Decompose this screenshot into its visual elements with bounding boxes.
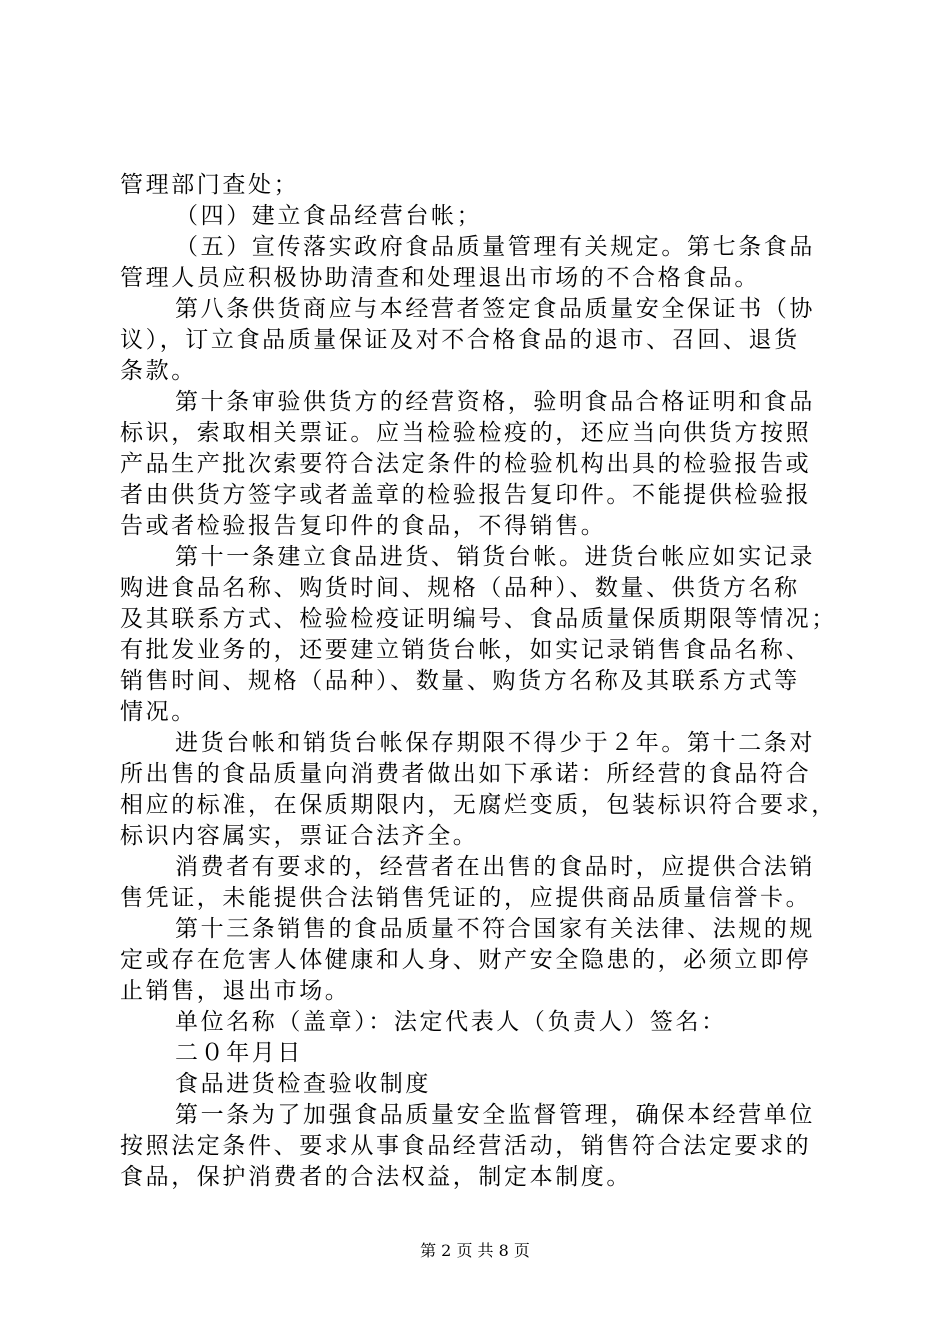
text-line: 第十条审验供货方的经营资格，验明食品合格证明和食品 [175, 389, 815, 415]
text-line: 进货台帐和销货台帐保存期限不得少于２年。第十二条对 [175, 730, 815, 756]
text-line: 及其联系方式、检验检疫证明编号、食品质量保质期限等情况； [120, 606, 837, 632]
text-line: 第一条为了加强食品质量安全监督管理，确保本经营单位 [175, 1102, 815, 1128]
text-line: 管理人员应积极协助清查和处理退出市场的不合格食品。 [120, 265, 760, 291]
text-line: 有批发业务的，还要建立销货台帐，如实记录销售食品名称、 [120, 637, 812, 663]
text-line: 按照法定条件、要求从事食品经营活动，销售符合法定要求的 [120, 1133, 812, 1159]
page-number-footer: 第 2 页 共 8 页 [420, 1241, 530, 1260]
text-line: 第八条供货商应与本经营者签定食品质量安全保证书（协 [175, 296, 815, 322]
text-line: 产品生产批次索要符合法定条件的检验机构出具的检验报告或 [120, 451, 812, 477]
text-line: 管理部门查处； [120, 172, 300, 198]
text-line: 定或存在危害人体健康和人身、财产安全隐患的，必须立即停 [120, 947, 812, 973]
text-line: 告或者检验报告复印件的食品，不得销售。 [120, 513, 607, 539]
text-line: 单位名称（盖章）：法定代表人（负责人）签名： [175, 1009, 727, 1035]
text-line: 销售时间、规格（品种）、数量、购货方名称及其联系方式等 [120, 668, 800, 694]
text-line: 标识，索取相关票证。应当检验检疫的，还应当向供货方按照 [120, 420, 812, 446]
text-line: 止销售，退出市场。 [120, 978, 351, 1004]
text-line: 食品，保护消费者的合法权益，制定本制度。 [120, 1164, 632, 1190]
text-line: （四）建立食品经营台帐； [175, 203, 483, 229]
text-line: 标识内容属实，票证合法齐全。 [120, 823, 479, 849]
text-line: （五）宣传落实政府食品质量管理有关规定。第七条食品 [175, 234, 815, 260]
text-line: 者由供货方签字或者盖章的检验报告复印件。不能提供检验报 [120, 482, 812, 508]
text-line: 议），订立食品质量保证及对不合格食品的退市、召回、退货 [120, 327, 800, 353]
text-line: 食品进货检查验收制度 [175, 1071, 431, 1097]
document-body [120, 170, 837, 1193]
text-line: 情况。 [120, 699, 197, 725]
text-line: 第十三条销售的食品质量不符合国家有关法律、法规的规 [175, 916, 815, 942]
text-line: 相应的标准，在保质期限内，无腐烂变质，包装标识符合要求， [120, 792, 837, 818]
text-line: 条款。 [120, 358, 197, 384]
text-line: 第十一条建立食品进货、销货台帐。进货台帐应如实记录 [175, 544, 815, 570]
text-line: 售凭证，未能提供合法销售凭证的，应提供商品质量信誉卡。 [120, 885, 812, 911]
text-line: 购进食品名称、购货时间、规格（品种）、数量、供货方名称 [120, 575, 800, 601]
text-line: 所出售的食品质量向消费者做出如下承诺：所经营的食品符合 [120, 761, 812, 787]
text-line: 消费者有要求的，经营者在出售的食品时，应提供合法销 [175, 854, 815, 880]
text-line: 二０年月日 [175, 1040, 303, 1066]
